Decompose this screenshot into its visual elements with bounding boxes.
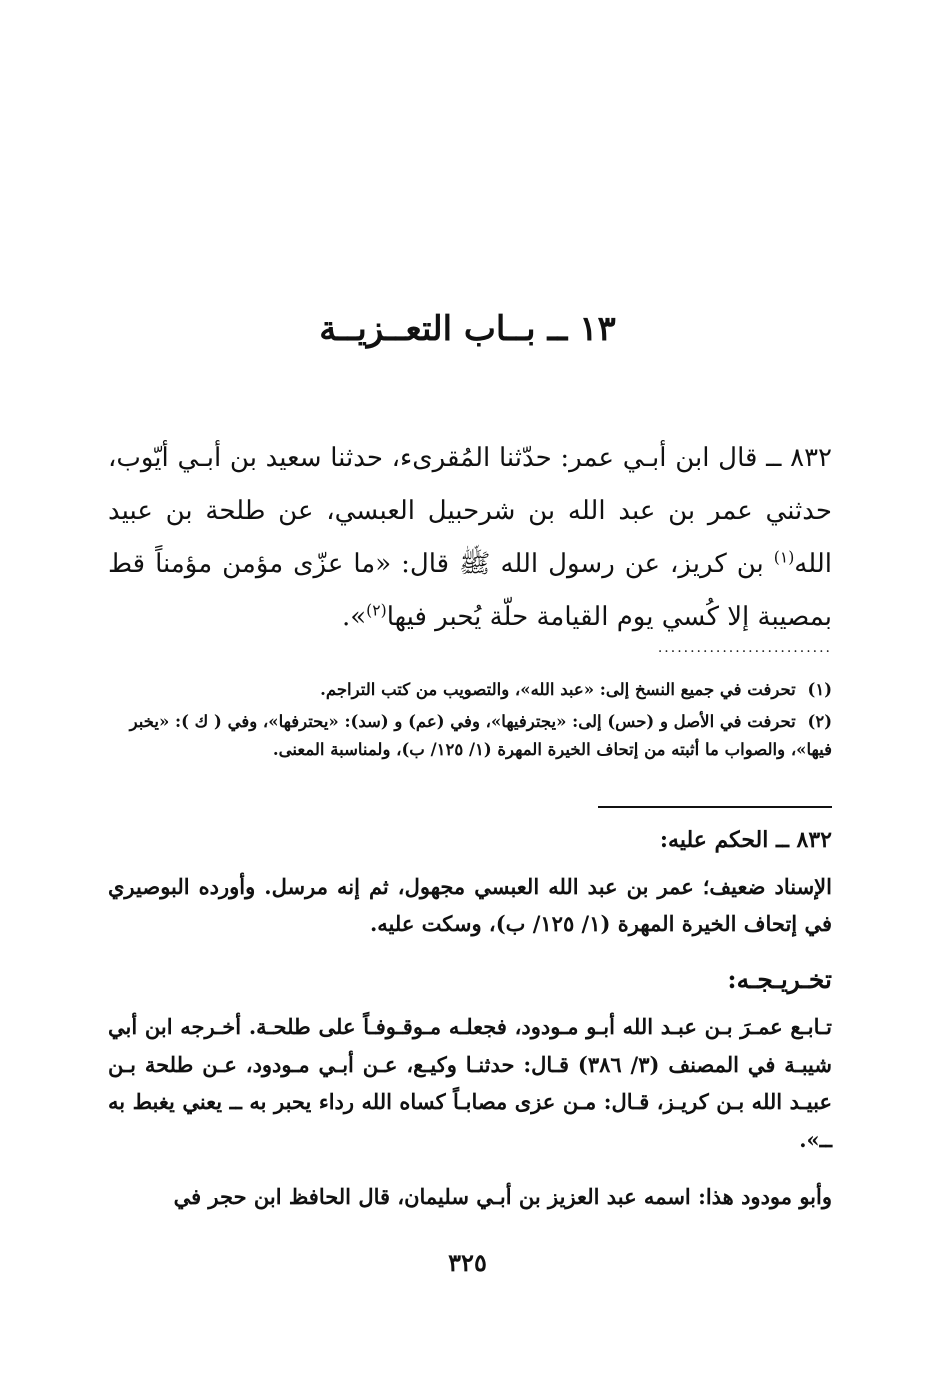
section-divider: [598, 806, 832, 808]
footnote-1: [108, 676, 832, 704]
ruling-heading: ٨٣٢ ــ الحكم عليه:: [659, 827, 832, 853]
takhrij-text: تـابـع عمـرَ بـن عبـد الله أبـو مـودود، فجعلـه مـوقـوفـاً على طلحـة. أخـرجه ابن أبي شيبـة في المصنف (٣/ ٣٨٦) قـال: حدثنـا وكيـع، عـن أبـي مـودود، عـن طلحة بـن عبيـد الله بـن كريـز، قـال: مـن عزى مصابـاً كساه الله رداء يحبر به ــ يعني يغبط به ــ».: [108, 1014, 832, 1152]
footnote-number: (١): [807, 680, 832, 699]
abu-mawdud-paragraph: [108, 1178, 832, 1215]
footnote-ref-2: (٢): [366, 601, 387, 620]
chapter-title: ١٣ ــ بــاب التعــزيــة: [319, 309, 616, 349]
hadith-paragraph: [108, 432, 832, 644]
footnote-separator: ...........................: [657, 640, 832, 656]
abu-mawdud-text: وأبو مودود هذا: اسمه عبد العزيز بن أبـي سليمان، قال الحافظ ابن حجر في: [173, 1184, 832, 1209]
takhrij-heading: تخـريـجـه:: [727, 965, 832, 994]
footnotes: [108, 676, 832, 768]
footnote-number: (٢): [807, 712, 832, 731]
footnote-text: تحرفت في الأصل و (حس) إلى: «يجترفيها»، وفي (عم) و (سد): «يحترفها»، وفي ( ك ): «يخبر فيها»، والصواب ما أثبته من إتحاف الخيرة المهرة (١/ ١٢٥/ ب)، ولمناسبة المعنى.: [129, 712, 832, 759]
ruling-text: الإسناد ضعيف؛ عمر بن عبد الله العبسي مجهول، ثم إنه مرسل. وأورده البوصيري في إتحاف الخيرة المهرة (١/ ١٢٥/ ب)، وسكت عليه.: [108, 874, 832, 936]
hadith-number: ٨٣٢ ــ: [766, 443, 833, 473]
page-number: ٣٢٥: [448, 1248, 487, 1277]
footnote-ref-1: (١): [773, 548, 795, 567]
takhrij-paragraph: [108, 1008, 832, 1158]
hadith-text: قال ابن أبـي عمر: حدّثنا المُقرىء، حدثنا سعيد بن أبـي أيّوب، حدثني عمر بن عبد الله بن شرحبيل العبسي، عن طلحة بن عبيد الله: [108, 443, 832, 579]
hadith-text-3: ».: [341, 602, 367, 632]
ruling-paragraph: [108, 868, 832, 942]
footnote-text: تحرفت في جميع النسخ إلى: «عبد الله»، والتصويب من كتب التراجم.: [320, 680, 796, 699]
hadith-text-2: بن كريز، عن رسول الله ﷺ قال: «ما عزّى مؤمن مؤمناً قط بمصيبة إلا كُسي يوم القيامة حلّة يُحبر فيها: [108, 549, 832, 632]
footnote-2: [108, 708, 832, 764]
